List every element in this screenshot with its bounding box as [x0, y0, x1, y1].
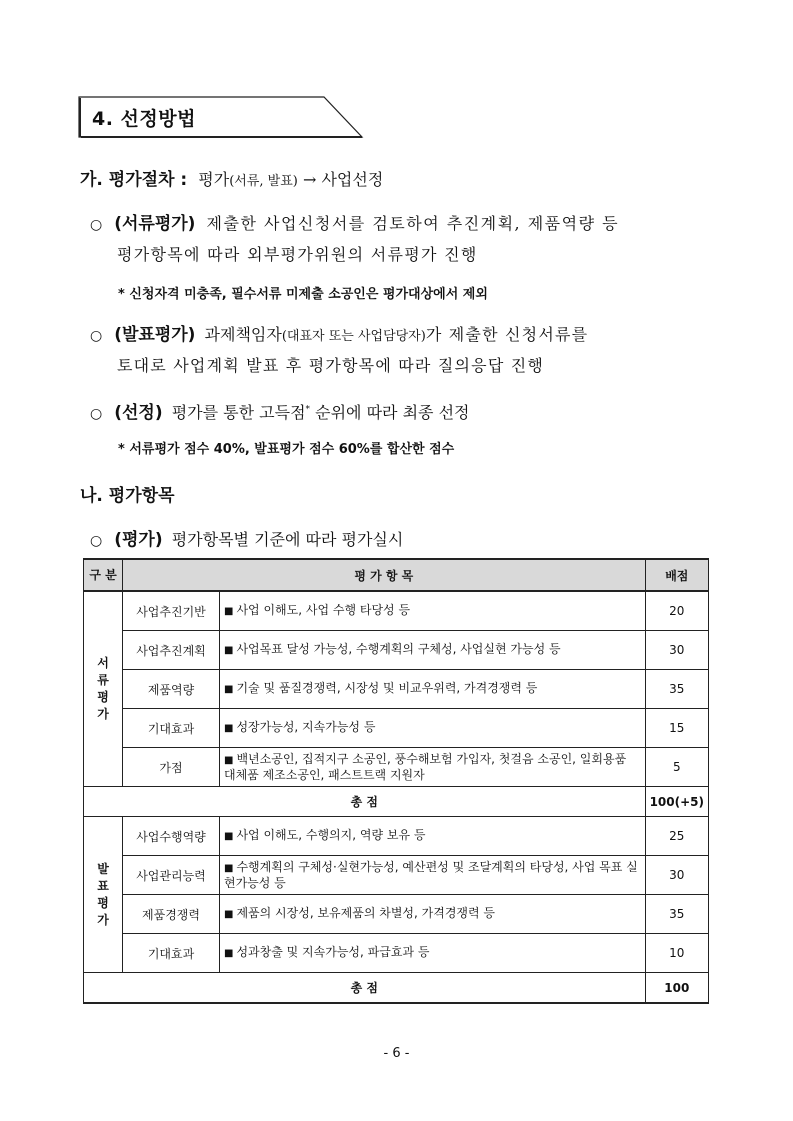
table-row — [84, 670, 709, 709]
pres-total-row — [84, 973, 709, 1004]
row-desc — [220, 670, 646, 709]
flow-small: (서류, 발표) — [229, 174, 298, 189]
eval-text: 평가항목별 기준에 따라 평가실시 — [171, 530, 404, 549]
row-sub: 제품역량 — [123, 670, 220, 709]
header-category: 구 분 — [84, 559, 123, 591]
pres-eval-text2: 토대로 사업계획 발표 후 평가항목에 따라 질의응답 진행 — [117, 356, 545, 375]
pres-total-label: 총 점 — [84, 973, 646, 1004]
row-sub: 기대효과 — [123, 709, 220, 748]
square-bullet-icon: ■ — [224, 948, 234, 959]
row-desc-text: 사업 이해도, 수행의지, 역량 보유 등 — [236, 828, 426, 842]
selection-line — [90, 398, 470, 423]
selection-note: * 서류평가 점수 40%, 발표평가 점수 60%를 합산한 점수 — [118, 442, 455, 457]
row-score: 30 — [645, 856, 708, 895]
ga-heading-line — [80, 165, 383, 190]
selection-text-a: 평가를 통한 고득점 — [171, 403, 306, 422]
header-items: 평 가 항 목 — [123, 559, 646, 591]
row-score: 30 — [645, 631, 708, 670]
doc-eval-text2: 평가항목에 따라 외부평가위원의 서류평가 진행 — [117, 245, 478, 264]
row-desc-text: 사업목표 달성 가능성, 수행계획의 구체성, 사업실현 가능성 등 — [236, 642, 561, 656]
row-score: 35 — [645, 670, 708, 709]
table-row — [84, 934, 709, 973]
flow-post: → 사업선정 — [302, 170, 384, 189]
row-score: 10 — [645, 934, 708, 973]
pres-category-label: 발 표 평 가 — [97, 861, 109, 927]
row-desc-text: 성과창출 및 지속가능성, 파급효과 등 — [236, 945, 430, 959]
doc-total-row — [84, 787, 709, 817]
row-desc-text: 수행계획의 구체성·실현가능성, 예산편성 및 조달계획의 타당성, 사업 목표 실현가능성 등 — [224, 859, 638, 890]
square-bullet-icon: ■ — [224, 862, 234, 874]
table-row — [84, 817, 709, 856]
row-desc — [220, 709, 646, 748]
pres-category-cell — [84, 817, 123, 973]
row-sub: 기대효과 — [123, 934, 220, 973]
table-row — [84, 631, 709, 670]
row-desc-text: 사업 이해도, 사업 수행 타당성 등 — [236, 603, 411, 617]
pres-eval-text1b: (대표자 또는 사업담당자) — [281, 329, 426, 344]
circle-bullet-icon: ○ — [90, 533, 103, 549]
table-row — [84, 591, 709, 631]
row-desc-text: 성장가능성, 지속가능성 등 — [236, 720, 376, 734]
row-desc — [220, 591, 646, 631]
header-score: 배점 — [645, 559, 708, 591]
doc-category-label: 서 류 평 가 — [97, 656, 109, 721]
doc-total-label: 총 점 — [84, 787, 646, 817]
square-bullet-icon: ■ — [224, 754, 234, 766]
pres-eval-label: (발표평가) — [114, 325, 196, 345]
row-desc-text: 기술 및 품질경쟁력, 시장성 및 비교우위력, 가격경쟁력 등 — [236, 681, 538, 695]
circle-bullet-icon: ○ — [90, 406, 103, 422]
table-row — [84, 709, 709, 748]
row-desc-text: 제품의 시장성, 보유제품의 차별성, 가격경쟁력 등 — [236, 906, 495, 920]
row-desc — [220, 895, 646, 934]
selection-text-b: 순위에 따라 최종 선정 — [315, 403, 470, 422]
eval-label: (평가) — [114, 530, 163, 550]
row-sub: 사업수행역량 — [123, 817, 220, 856]
flow-pre: 평가 — [198, 170, 230, 189]
circle-bullet-icon: ○ — [90, 217, 103, 233]
doc-eval-note: * 신청자격 미충족, 필수서류 미제출 소공인은 평가대상에서 제외 — [118, 287, 488, 302]
row-desc — [220, 817, 646, 856]
table-row — [84, 895, 709, 934]
section-title: 4. 선정방법 — [92, 108, 196, 130]
row-desc — [220, 856, 646, 895]
row-sub: 사업관리능력 — [123, 856, 220, 895]
pres-total-score: 100 — [645, 973, 708, 1004]
doc-eval-line1 — [90, 209, 619, 234]
ga-heading: 가. 평가절차 : — [80, 170, 188, 190]
square-bullet-icon: ■ — [224, 606, 234, 617]
row-desc — [220, 748, 646, 787]
row-sub: 사업추진계획 — [123, 631, 220, 670]
pres-eval-text1a: 과제책임자 — [204, 325, 282, 344]
pres-eval-text1c: 가 제출한 신청서류를 — [425, 325, 589, 344]
row-score: 20 — [645, 591, 708, 631]
evaluation-table — [83, 558, 709, 1004]
row-desc-text: 백년소공인, 집적지구 소공인, 풍수해보험 가입자, 첫걸음 소공인, 일회용품 대체품 제조소공인, 패스트트랙 지원자 — [224, 751, 627, 782]
doc-total-score: 100(+5) — [645, 787, 708, 817]
square-bullet-icon: ■ — [224, 909, 234, 920]
row-score: 25 — [645, 817, 708, 856]
row-score: 35 — [645, 895, 708, 934]
square-bullet-icon: ■ — [224, 723, 234, 734]
row-score: 5 — [645, 748, 708, 787]
square-bullet-icon: ■ — [224, 831, 234, 842]
selection-label: (선정) — [114, 403, 163, 423]
table-row — [84, 748, 709, 787]
square-bullet-icon: ■ — [224, 645, 234, 656]
row-sub: 사업추진기반 — [123, 591, 220, 631]
pres-eval-line1 — [90, 320, 588, 345]
table-header-row — [84, 559, 709, 591]
doc-eval-text1: 제출한 사업신청서를 검토하여 추진계획, 제품역량 등 — [206, 214, 620, 233]
row-sub: 제품경쟁력 — [123, 895, 220, 934]
doc-eval-label: (서류평가) — [114, 214, 196, 234]
eval-line — [90, 525, 403, 550]
table-row — [84, 856, 709, 895]
page-number: - 6 - — [383, 1046, 410, 1061]
square-bullet-icon: ■ — [224, 684, 234, 695]
row-desc — [220, 631, 646, 670]
row-desc — [220, 934, 646, 973]
doc-category-cell — [84, 591, 123, 787]
selection-asterisk: * — [305, 404, 311, 415]
row-score: 15 — [645, 709, 708, 748]
row-sub: 가점 — [123, 748, 220, 787]
circle-bullet-icon: ○ — [90, 328, 103, 344]
section-heading-box — [78, 96, 364, 138]
na-heading: 나. 평가항목 — [80, 486, 175, 506]
